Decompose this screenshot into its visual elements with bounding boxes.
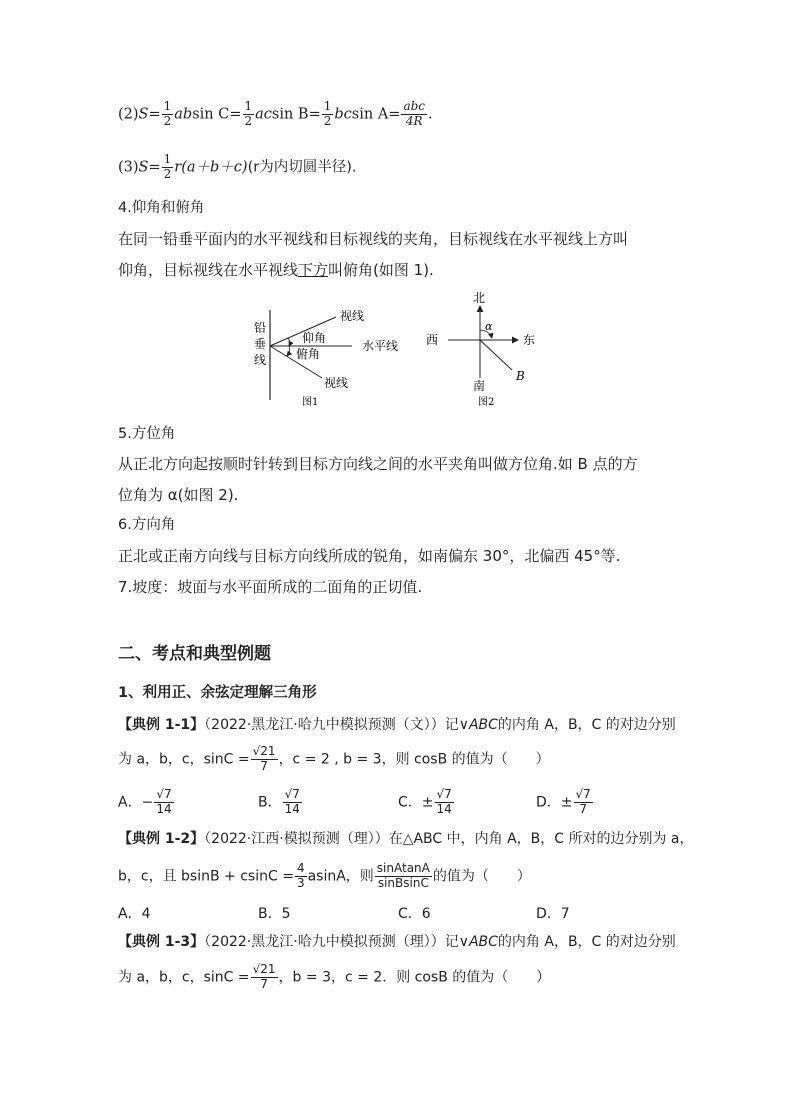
figure-1-caption: 图1: [302, 397, 319, 408]
label-depression: 俯角: [296, 347, 321, 361]
var-s: S: [138, 159, 149, 176]
term: bc: [334, 106, 352, 123]
fraction: [435, 788, 454, 817]
den: 2: [163, 166, 172, 181]
opt-label: A．: [118, 794, 142, 811]
label-south: 南: [473, 379, 486, 393]
label-sight-bottom: 视线: [324, 376, 349, 390]
label-horizontal: 水平线: [362, 339, 399, 353]
num: 1: [163, 152, 172, 166]
sign: ±: [560, 794, 573, 811]
half-frac: [243, 100, 255, 129]
text: 为 a，b，c，: [118, 969, 204, 986]
figure-2-caption: 图2: [478, 397, 495, 408]
num: 4: [296, 861, 305, 875]
den: 2: [323, 113, 332, 128]
num: 1: [244, 99, 253, 113]
fraction: [574, 788, 593, 817]
triangle: ∨ABC: [458, 934, 498, 950]
label-vert: 垂: [254, 337, 267, 351]
den: 2: [163, 113, 172, 128]
num: 1: [323, 99, 332, 113]
num: √7: [575, 787, 591, 801]
source: （2022·黑龙江·哈九中模拟预测（理））记: [204, 934, 459, 950]
var-s: S: [138, 106, 149, 123]
label-b: B: [516, 369, 525, 383]
option-c: C．6: [398, 906, 431, 922]
section-5-p2: 位角为 α(如图 2).: [118, 486, 239, 504]
eq: =: [148, 106, 161, 123]
eq: =: [308, 106, 321, 123]
num: abc: [403, 99, 426, 113]
formula-3: [118, 153, 356, 182]
opt-label: D．: [536, 794, 561, 811]
elev-arc: [288, 338, 290, 346]
num: 1: [163, 99, 172, 113]
sign: −: [141, 794, 154, 811]
label-vert: 铅: [254, 321, 267, 335]
num: √7: [156, 787, 172, 801]
section-5-p1: 从正北方向起按顺时针转到目标方向线之间的水平夹角叫做方位角.如 B 点的方: [118, 455, 638, 473]
sign: ±: [421, 794, 434, 811]
formula-label: (3): [118, 159, 139, 176]
section-4-p2: [118, 263, 434, 278]
label-sight-top: 视线: [340, 309, 365, 323]
num: √21: [252, 744, 276, 758]
option-a: A．4: [118, 906, 151, 922]
source: （2022·江西·模拟预测（理））在△ABC 中，内角 A，B，C 所对的边分别为 a，: [204, 831, 694, 847]
sum: (a＋b＋c): [181, 159, 248, 176]
label-alpha: α: [485, 320, 493, 333]
label-vert: 线: [254, 353, 267, 367]
text: ，c = 2 , b = 3，则 cosB 的值为（ ）: [278, 751, 550, 768]
triangle: ∨ABC: [458, 717, 498, 733]
den: 7: [260, 976, 268, 991]
period: .: [428, 106, 433, 123]
den: 3: [296, 875, 305, 890]
text: asinA，则: [307, 868, 374, 885]
example-tag: 【典例 1-3】: [118, 934, 205, 950]
text: b，c，且 bsinB + csinC =: [118, 868, 294, 885]
section-6-title: 6.方向角: [118, 517, 176, 533]
num: √7: [284, 787, 300, 801]
example-1-2-line1: [118, 832, 694, 846]
section-6-p1: 正北或正南方向线与目标方向线所成的锐角，如南偏东 30°，北偏西 45°等.: [118, 547, 621, 565]
option-d: D．7: [536, 906, 570, 922]
fraction: [283, 788, 302, 817]
term: sin C: [192, 106, 230, 123]
den: 14: [436, 801, 452, 816]
fraction: [295, 862, 307, 891]
eq: =: [388, 106, 401, 123]
den: sinBsinC: [377, 875, 429, 890]
term: sin B: [271, 106, 309, 123]
term: ac: [255, 106, 272, 123]
figures: [240, 290, 560, 410]
example-tag: 【典例 1-1】: [118, 717, 205, 733]
abc-frac: [401, 100, 427, 129]
text: 的内角 A，B，C 的对边分别: [497, 934, 676, 950]
underlined-text: 下方: [298, 261, 329, 279]
den: 14: [284, 801, 300, 816]
example-tag: 【典例 1-2】: [118, 831, 205, 847]
num: √21: [252, 962, 276, 976]
example-1-1-line1: [118, 718, 676, 732]
example-1-2-line2: [118, 862, 531, 891]
section-5-title: 5.方位角: [118, 426, 176, 442]
fraction: [251, 745, 278, 774]
text: 仰角，目标视线在水平视线: [118, 261, 299, 279]
formula-2: [118, 100, 433, 129]
text: 叫俯角(如图 1).: [328, 261, 434, 279]
den: 14: [156, 801, 172, 816]
option-c: [398, 788, 455, 817]
option-b: B．5: [258, 906, 291, 922]
num: √7: [436, 787, 452, 801]
den: 7: [579, 801, 587, 816]
eq: =: [229, 106, 242, 123]
example-1-3-line2: [118, 963, 550, 992]
term: sin A: [351, 106, 389, 123]
den: 2: [244, 113, 253, 128]
topic-1-title: 1、利用正、余弦定理解三角形: [118, 685, 317, 701]
text: sinC =: [203, 969, 250, 986]
text: 为 a，b，c，: [118, 751, 204, 768]
section-2-title: 二、考点和典型例题: [118, 644, 271, 664]
half-frac: [162, 100, 174, 129]
label-west: 西: [426, 333, 439, 347]
option-b: [258, 788, 303, 817]
opt-label: B．: [258, 794, 282, 811]
num: sinAtanA: [376, 861, 430, 875]
section-7-p1: 7.坡度：坡面与水平面所成的二面角的正切值.: [118, 578, 423, 596]
option-d: [536, 788, 594, 817]
fraction: [375, 862, 432, 891]
text: sinC =: [203, 751, 250, 768]
note: (r为内切圆半径).: [247, 159, 357, 176]
label-north: 北: [473, 291, 486, 305]
den: 4R: [405, 113, 423, 128]
formula-label: (2): [118, 106, 139, 123]
den: 7: [260, 758, 268, 773]
eq: =: [148, 159, 161, 176]
fraction: [251, 963, 278, 992]
dep-arc: [287, 346, 290, 356]
section-4-title: 4.仰角和俯角: [118, 200, 205, 216]
section-4-p1: 在同一铅垂平面内的水平视线和目标视线的夹角，目标视线在水平视线上方叫: [118, 230, 629, 248]
example-1-3-line1: [118, 935, 676, 949]
label-east: 东: [523, 333, 536, 347]
label-elevation: 仰角: [302, 331, 327, 345]
term: ab: [174, 106, 193, 123]
text: 的值为（ ）: [432, 868, 531, 885]
target-line: [480, 340, 512, 370]
option-a: [118, 788, 175, 817]
half-frac: [162, 153, 174, 182]
text: 的内角 A，B，C 的对边分别: [497, 717, 676, 733]
fraction: [154, 788, 173, 817]
var-r: r: [174, 159, 182, 176]
source: （2022·黑龙江·哈九中模拟预测（文））记: [204, 717, 459, 733]
text: ，b = 3，c = 2．则 cosB 的值为（ ）: [278, 969, 551, 986]
opt-label: C．: [398, 794, 422, 811]
example-1-1-line2: [118, 745, 550, 774]
half-frac: [322, 100, 334, 129]
